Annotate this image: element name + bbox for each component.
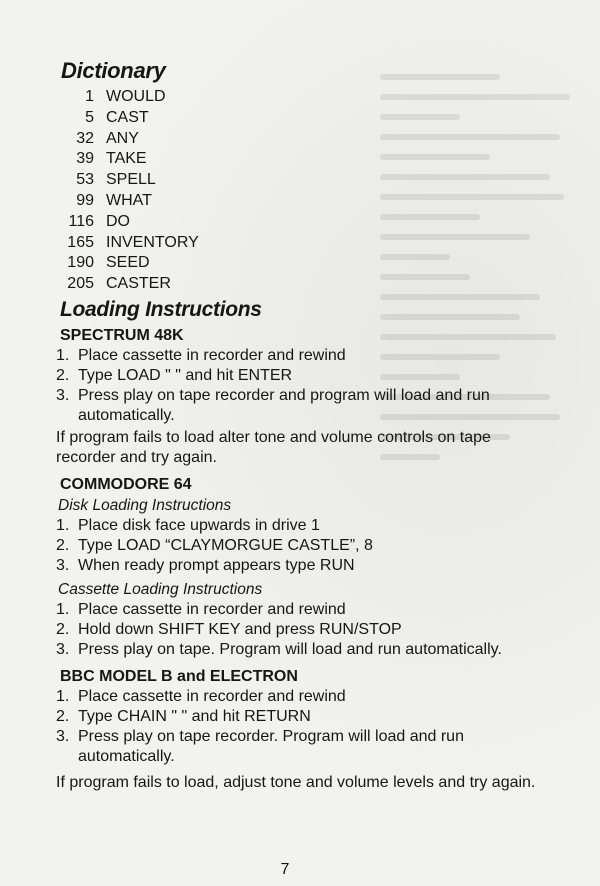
step-text: Type LOAD " " and hit ENTER xyxy=(78,366,293,384)
dictionary-entry-number: 39 xyxy=(76,150,94,168)
step-number: 3. xyxy=(56,556,70,574)
dictionary-entry xyxy=(56,274,536,295)
dictionary-entry xyxy=(56,253,536,274)
spectrum-heading: SPECTRUM 48K xyxy=(60,326,184,344)
disk-loading-subtitle: Disk Loading Instructions xyxy=(58,496,232,514)
dictionary-entry-number: 5 xyxy=(85,108,94,126)
dictionary-entry xyxy=(56,149,536,170)
dictionary-entry-number: 205 xyxy=(67,275,94,293)
dictionary-entry-word: SPELL xyxy=(106,171,156,189)
bbc-heading: BBC MODEL B and ELECTRON xyxy=(60,667,298,685)
dictionary-entry-number: 1 xyxy=(85,88,94,105)
step-text: Type CHAIN " " and hit RETURN xyxy=(78,707,311,725)
step-text: Press play on tape. Program will load and run automatically. xyxy=(78,640,502,658)
step-item xyxy=(56,366,536,386)
step-item xyxy=(56,386,536,426)
commodore-heading: COMMODORE 64 xyxy=(60,475,192,493)
step-text: Press play on tape recorder. Program will load and run automatically. xyxy=(78,727,464,765)
step-item xyxy=(56,687,536,707)
step-number: 3. xyxy=(56,727,70,745)
spectrum-note: If program fails to load alter tone and volume controls on tape recorder and try again. xyxy=(56,428,491,466)
step-item xyxy=(56,707,536,727)
cassette-loading-subtitle: Cassette Loading Instructions xyxy=(58,580,263,598)
dictionary-entry xyxy=(56,212,536,233)
step-item xyxy=(56,556,536,576)
step-text: Place disk face upwards in drive 1 xyxy=(78,516,320,534)
step-number: 1. xyxy=(56,516,70,534)
step-text: Type LOAD “CLAYMORGUE CASTLE”, 8 xyxy=(78,536,373,554)
spectrum-steps xyxy=(56,346,536,426)
step-text: Hold down SHIFT KEY and press RUN/STOP xyxy=(78,620,402,638)
step-number: 1. xyxy=(56,346,70,364)
step-text: Place cassette in recorder and rewind xyxy=(78,346,346,364)
step-number: 1. xyxy=(56,600,70,618)
page-number: 7 xyxy=(280,861,290,878)
dictionary-list xyxy=(56,87,536,295)
step-item xyxy=(56,516,536,536)
step-item xyxy=(56,640,536,660)
step-number: 2. xyxy=(56,366,70,384)
bbc-steps xyxy=(56,687,536,767)
dictionary-entry-word: ANY xyxy=(106,129,139,147)
loading-instructions-title: Loading Instructions xyxy=(60,297,262,321)
dictionary-entry-number: 165 xyxy=(67,233,94,251)
step-number: 2. xyxy=(56,536,70,554)
dictionary-entry-word: CASTER xyxy=(106,275,171,293)
dictionary-entry xyxy=(56,108,536,129)
step-number: 2. xyxy=(56,707,70,725)
dictionary-title: Dictionary xyxy=(61,58,166,83)
dictionary-entry-number: 53 xyxy=(76,171,94,189)
step-text: Place cassette in recorder and rewind xyxy=(78,687,346,705)
dictionary-entry-word: WOULD xyxy=(106,88,166,105)
dictionary-entry-number: 99 xyxy=(76,191,94,209)
step-item xyxy=(56,600,536,620)
step-item xyxy=(56,727,536,767)
step-item xyxy=(56,536,536,556)
dictionary-entry-word: INVENTORY xyxy=(106,233,199,251)
commodore-cassette-steps xyxy=(56,600,536,660)
dictionary-entry-word: DO xyxy=(106,212,130,230)
step-item xyxy=(56,620,536,640)
step-text: Place cassette in recorder and rewind xyxy=(78,600,346,618)
commodore-disk-steps xyxy=(56,516,536,576)
step-number: 3. xyxy=(56,386,70,404)
step-number: 2. xyxy=(56,620,70,638)
step-item xyxy=(56,346,536,366)
dictionary-entry-word: SEED xyxy=(106,254,150,272)
dictionary-entry-word: CAST xyxy=(106,108,149,126)
step-number: 3. xyxy=(56,640,70,658)
dictionary-entry-number: 116 xyxy=(68,212,94,230)
dictionary-entry-word: TAKE xyxy=(106,150,147,168)
dictionary-entry-word: WHAT xyxy=(106,191,152,209)
dictionary-entry xyxy=(56,233,536,254)
dictionary-entry xyxy=(56,170,536,191)
step-text: Press play on tape recorder and program will load and run automatically. xyxy=(78,386,490,424)
step-text: When ready prompt appears type RUN xyxy=(78,556,355,574)
dictionary-entry-number: 190 xyxy=(67,254,94,272)
step-number: 1. xyxy=(56,687,70,705)
dictionary-entry xyxy=(56,191,536,212)
dictionary-entry xyxy=(56,129,536,150)
bbc-note: If program fails to load, adjust tone and volume levels and try again. xyxy=(56,773,536,791)
page-content xyxy=(56,58,536,793)
dictionary-entry-number: 32 xyxy=(76,129,94,147)
dictionary-entry xyxy=(56,87,536,108)
